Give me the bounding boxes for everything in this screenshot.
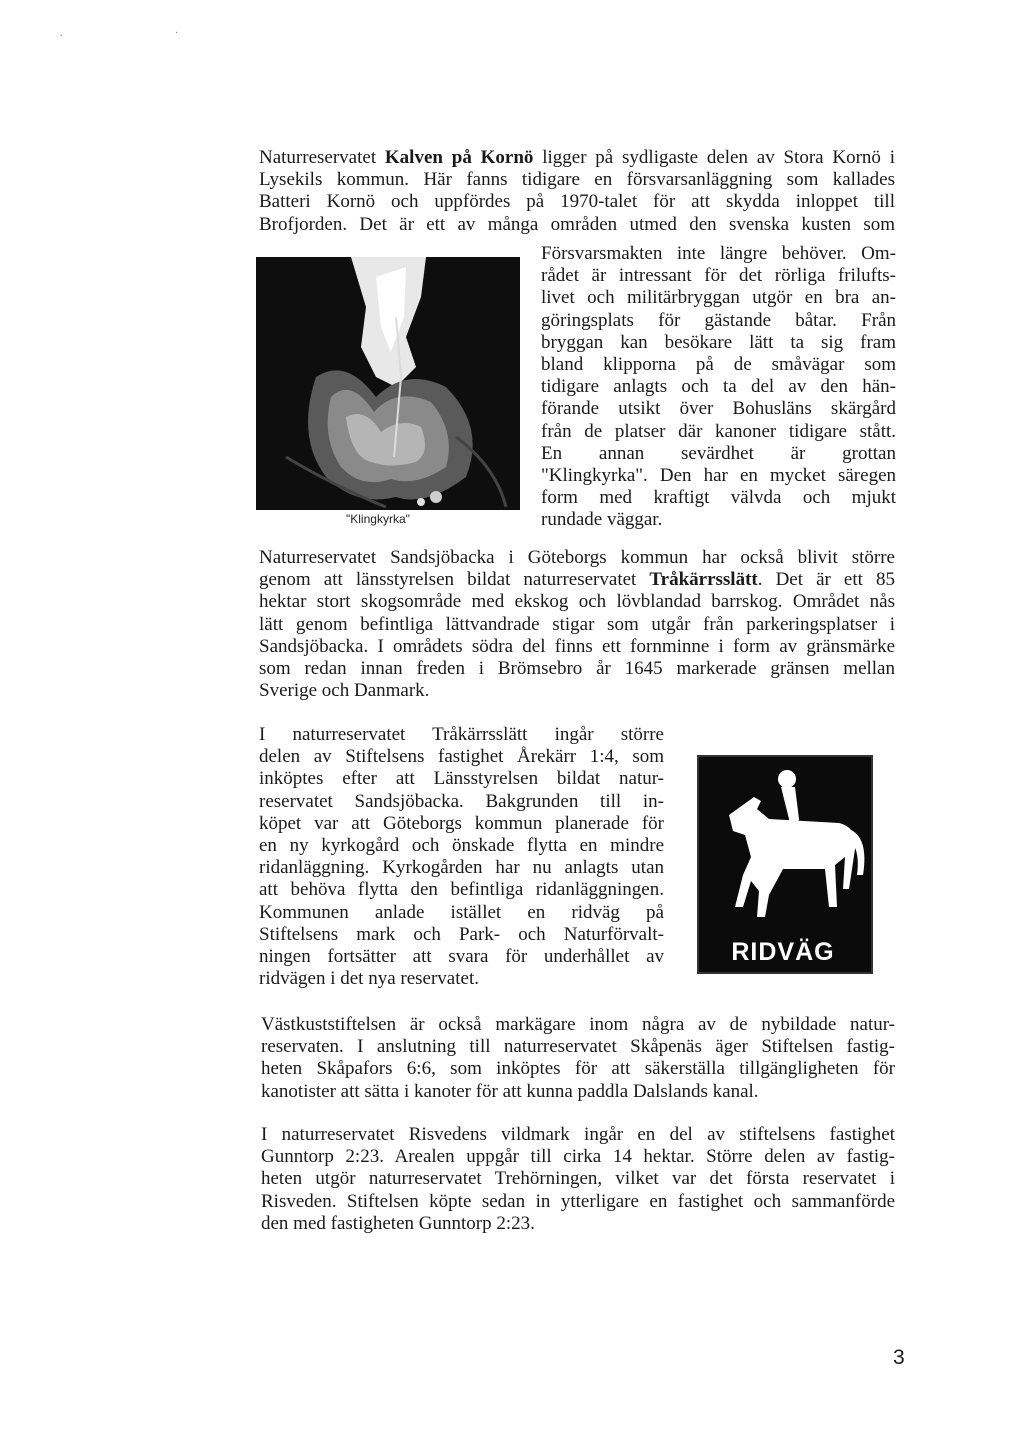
text-line: Kommunen anlade istället en ridväg på [259, 901, 664, 923]
text-line: Lysekils kommun. Här fanns tidigare en försvarsanläggning som kallades [259, 169, 895, 191]
scan-specks: . · [60, 28, 234, 39]
place-name-trakarrsslatt: Tråkärrsslätt [649, 569, 758, 591]
text-line: köpet var att Göteborgs kommun planerade för [259, 812, 664, 834]
text-line: tidigare anlagts och ta del av den hän- [541, 376, 896, 398]
text-line: Naturreservatet Sandsjöbacka i Göteborgs kommun har också blivit större [259, 547, 895, 568]
paragraph-risveden [261, 1124, 895, 1235]
text-line: Brofjorden. Det är ett av många områden utmed den svenska kusten som [259, 213, 895, 235]
place-name-kalven: Kalven på Kornö [384, 147, 534, 168]
text-line: den med fastigheten Gunntorp 2:23. [261, 1212, 535, 1234]
text-line: Stiftelsens mark och Park- och Naturförvalt- [259, 923, 664, 945]
text-line: Västkuststiftelsen är också markägare inom några av de nybildade natur- [261, 1014, 895, 1035]
paragraph-kalven-wrap [541, 243, 896, 532]
text-line: En annan sevärdhet är grottan [541, 442, 896, 464]
text-line: Sverige och Danmark. [259, 680, 430, 702]
text-line: bland klipporna på de småvägar som [541, 354, 896, 376]
cave-photo-caption: "Klingkyrka" [346, 512, 410, 526]
text-line: Gunntorp 2:23. Arealen uppgår till cirka 14 hektar. Större delen av fastig- [261, 1146, 895, 1168]
cave-photo-illustration [256, 257, 520, 510]
paragraph-sandsjobacka [259, 547, 895, 702]
text-line: förande utsikt över Bohusläns skärgård [541, 398, 896, 420]
text-line: heten utgör naturreservatet Trehörningen, vilket var det första reservatet i [261, 1168, 895, 1190]
text-line: rådet är intressant för det rörliga frilufts- [541, 265, 896, 287]
text-line: reservatet Sandsjöbacka. Bakgrunden till in- [259, 790, 664, 812]
cave-photo [256, 257, 520, 510]
text-line: rundade väggar. [541, 509, 663, 531]
text-line: genom att länsstyrelsen bildat naturreservatet Tråkärrsslätt. Det är ett 85 [259, 569, 895, 591]
text-line: "Klingkyrka". Den har en mycket säregen [541, 465, 896, 487]
text-line: Risveden. Stiftelsen köpte sedan in ytterligare en fastighet och sammanförde [261, 1190, 895, 1212]
text-line: kanotister att sätta i kanoter för att kunna paddla Dalslands kanal. [261, 1080, 759, 1102]
paragraph-trakarrsslatt [259, 724, 664, 990]
paragraph-kalven [259, 147, 895, 236]
text-line: att behöva flytta den befintliga ridanläggningen. [259, 879, 664, 901]
text-line: ridanläggning. Kyrkogården har nu anlagts utan [259, 857, 664, 879]
horse-rider-icon [699, 757, 871, 937]
text-line: hektar stort skogsområde med ekskog och lövblandad barrskog. Området nås [259, 591, 895, 613]
text-line: Försvarsmakten inte längre behöver. Om- [541, 243, 896, 264]
text-line: ridvägen i det nya reservatet. [259, 968, 479, 990]
text-line: inköptes efter att Länsstyrelsen bildat natur- [259, 768, 664, 790]
text-line: Batteri Kornö och uppfördes på 1970-talet för att skydda inloppet till [259, 191, 895, 213]
text-line: Naturreservatet Kalven på Kornö ligger på sydligaste delen av Stora Kornö i [259, 147, 896, 168]
text-line: form med kraftigt välvda och mjukt [541, 487, 896, 509]
page-number: 3 [893, 1346, 905, 1369]
text-line: heten Skåpafors 6:6, som inköptes för att säkerställa tillgängligheten för [261, 1058, 895, 1080]
text-line: Sandsjöbacka. I områdets södra del finns ett fornminne i form av gränsmärke [259, 635, 895, 657]
ridvag-sign-label: RIDVÄG [703, 938, 863, 966]
text-line: bryggan kan besökare lätt ta sig fram [541, 331, 896, 353]
text-line: som redan innan freden i Brömsebro år 1645 markerade gränsen mellan [259, 658, 895, 680]
text-line: från de platser där kanoner tidigare stått. [541, 420, 896, 442]
text-line: göringsplats för gästande båtar. Från [541, 309, 896, 331]
text-line: lätt genom befintliga lättvandrade stigar som utgår från parkeringsplatser i [259, 613, 895, 635]
text-line: livet och militärbryggan utgör en bra an- [541, 287, 896, 309]
text-line: reservaten. I anslutning till naturreservatet Skåpenäs äger Stiftelsen fastig- [261, 1036, 895, 1058]
text-line: I naturreservatet Risvedens vildmark ingår en del av stiftelsens fastighet [261, 1124, 895, 1145]
paragraph-vastkuststiftelsen [261, 1014, 895, 1103]
text-line: ningen fortsätter att svara för underhållet av [259, 946, 664, 968]
text-line: delen av Stiftelsens fastighet Årekärr 1:4, som [259, 746, 664, 768]
text-line: en ny kyrkogård och önskade flytta en mindre [259, 835, 664, 857]
text-line: I naturreservatet Tråkärrsslätt ingår större [259, 724, 664, 745]
